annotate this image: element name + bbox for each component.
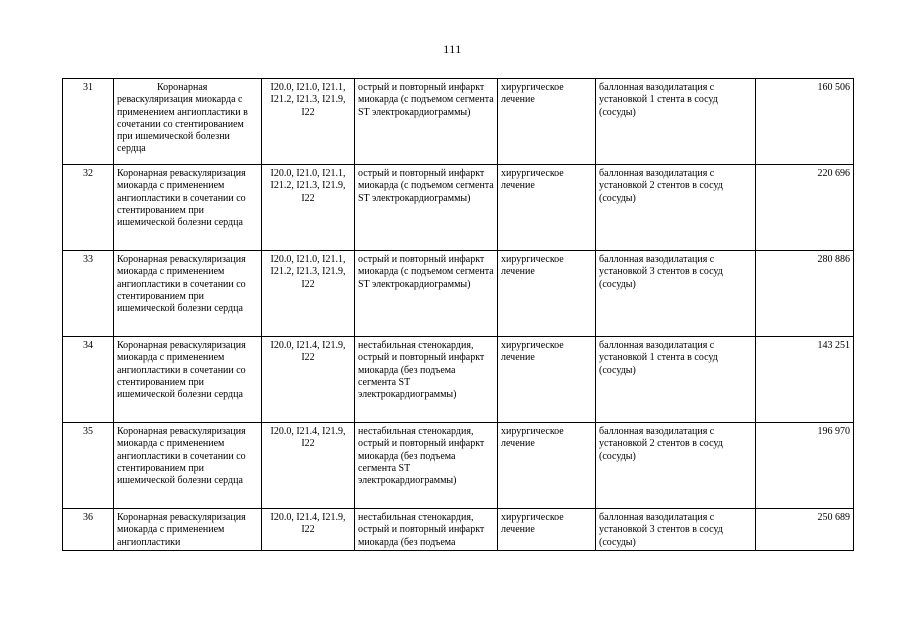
price: 143 251 — [756, 337, 854, 423]
icd-codes: I20.0, I21.4, I21.9, I22 — [262, 509, 355, 551]
table-row — [63, 79, 854, 165]
price: 250 689 — [756, 509, 854, 551]
diagnosis: нестабильная стенокардия, острый и повторный инфаркт миокарда (без подъема сегмента ST электрокардиограммы) — [355, 423, 498, 509]
icd-codes: I20.0, I21.0, I21.1, I21.2, I21.3, I21.9, I22 — [262, 79, 355, 165]
price: 220 696 — [756, 165, 854, 251]
icd-codes: I20.0, I21.4, I21.9, I22 — [262, 337, 355, 423]
services-table — [62, 78, 854, 551]
table-row — [63, 423, 854, 509]
service-name: Коронарная реваскуляризация миокарда с применением ангиопластики — [114, 509, 262, 551]
treatment-method: баллонная вазодилатация с установкой 2 стентов в сосуд (сосуды) — [596, 165, 756, 251]
price: 280 886 — [756, 251, 854, 337]
service-name: Коронарная реваскуляризация миокарда с применением ангиопластики в сочетании со стентированием при ишемической болезни сердца — [114, 423, 262, 509]
row-number: 31 — [63, 79, 114, 165]
price: 160 506 — [756, 79, 854, 165]
row-number: 32 — [63, 165, 114, 251]
diagnosis: нестабильная стенокардия, острый и повторный инфаркт миокарда (без подъема — [355, 509, 498, 551]
price: 196 970 — [756, 423, 854, 509]
treatment-type: хирургическое лечение — [498, 165, 596, 251]
icd-codes: I20.0, I21.0, I21.1, I21.2, I21.3, I21.9, I22 — [262, 165, 355, 251]
treatment-method: баллонная вазодилатация с установкой 3 стентов в сосуд (сосуды) — [596, 509, 756, 551]
table-row — [63, 165, 854, 251]
service-name: Коронарная реваскуляризация миокарда с применением ангиопластики в сочетании со стентированием при ишемической болезни сердца — [114, 165, 262, 251]
treatment-method: баллонная вазодилатация с установкой 1 стента в сосуд (сосуды) — [596, 79, 756, 165]
service-name: Коронарная реваскуляризация миокарда с применением ангиопластики в сочетании со стентированием при ишемической болезни сердца — [114, 337, 262, 423]
treatment-method: баллонная вазодилатация с установкой 1 стента в сосуд (сосуды) — [596, 337, 756, 423]
diagnosis: острый и повторный инфаркт миокарда (с подъемом сегмента ST электрокардиограммы) — [355, 165, 498, 251]
diagnosis: острый и повторный инфаркт миокарда (с подъемом сегмента ST электрокардиограммы) — [355, 79, 498, 165]
treatment-type: хирургическое лечение — [498, 423, 596, 509]
icd-codes: I20.0, I21.0, I21.1, I21.2, I21.3, I21.9, I22 — [262, 251, 355, 337]
service-name: Коронарная реваскуляризация миокарда с применением ангиопластики в сочетании со стентированием при ишемической болезни сердца — [114, 251, 262, 337]
table-row — [63, 251, 854, 337]
row-number: 33 — [63, 251, 114, 337]
icd-codes: I20.0, I21.4, I21.9, I22 — [262, 423, 355, 509]
row-number: 34 — [63, 337, 114, 423]
treatment-method: баллонная вазодилатация с установкой 3 стентов в сосуд (сосуды) — [596, 251, 756, 337]
treatment-method: баллонная вазодилатация с установкой 2 стентов в сосуд (сосуды) — [596, 423, 756, 509]
diagnosis: острый и повторный инфаркт миокарда (с подъемом сегмента ST электрокардиограммы) — [355, 251, 498, 337]
row-number: 36 — [63, 509, 114, 551]
treatment-type: хирургическое лечение — [498, 509, 596, 551]
treatment-type: хирургическое лечение — [498, 337, 596, 423]
service-name-text: Коронарная реваскуляризация миокарда с применением ангиопластики в сочетании со стентированием при ишемической болезни сердца — [117, 82, 248, 155]
table-row — [63, 509, 854, 551]
diagnosis: нестабильная стенокардия, острый и повторный инфаркт миокарда (без подъема сегмента ST электрокардиограммы) — [355, 337, 498, 423]
treatment-type: хирургическое лечение — [498, 251, 596, 337]
row-number: 35 — [63, 423, 114, 509]
service-name — [114, 79, 262, 165]
page-number: 111 — [443, 42, 462, 56]
treatment-type: хирургическое лечение — [498, 79, 596, 165]
table-row — [63, 337, 854, 423]
